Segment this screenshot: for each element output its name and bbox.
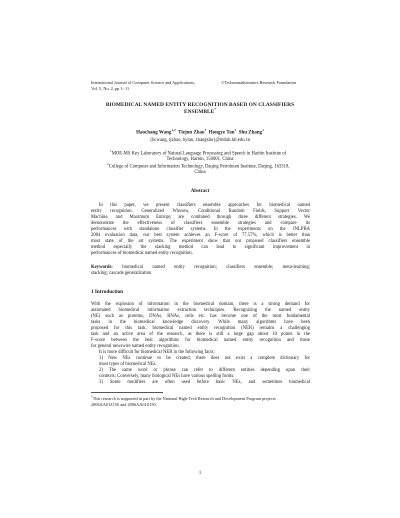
list-item: 2) The same word or phrase can refer to different entities depending upon their [99, 368, 310, 373]
list-item: 1) New NEs continue to be created, there does not exist a complete dictionary for [99, 356, 310, 361]
body-line: proposed for this task, biomedical named entity recognition (NER) remains a challenging [91, 326, 310, 331]
footnote-rule [91, 392, 163, 393]
abstract-line: In this paper, we present classifiers ensemble approaches for biomedical named [99, 203, 310, 208]
affiliation-1: $^1$MOE-MS Key Laboratory of Natural Language Processing and Speech in Harbin Institute of [110, 149, 287, 157]
keywords-label: Keywords: [91, 265, 113, 270]
footnote-cont: 2006AA01Z150 and 2006AA01Z150. [91, 402, 157, 407]
author-emails: {hcwang, tjzhao, hytan, zhangshu}@mtlab.hit.edu.cn [149, 138, 251, 143]
title-footnote-mark: * [214, 107, 217, 112]
list-item: 3) Some modifiers are often used before basic NEs, and sometimes biomedical [99, 380, 310, 385]
section-heading: 1 Introduction [91, 289, 124, 295]
keywords [91, 265, 310, 277]
abstract-line: performances with standalone classifier systems. In the experiments on the JNLPBA [91, 227, 310, 232]
affiliation-2: $^2$College of Computer and Information Technology, Daqing Petroleum Institute, Daqing, 163318, [107, 162, 290, 170]
journal-name: International Journal of Computer Science and Applications, [91, 80, 196, 85]
body-line: It is more difficult for biomedical NER in the following facts: [99, 350, 215, 355]
paper-title-line2: ENSEMBLE* [183, 107, 217, 115]
footnote: *This research is supported in part by the National High-Tech Research and Development Program projects [91, 394, 276, 401]
body-line: for general newswire named entity recognition. [91, 344, 180, 349]
body-line: (NE) such as proteins, DNAs, RNAs, cells etc. has become one of the most fundamental [91, 314, 310, 319]
affiliation-2-cont: China [194, 170, 206, 175]
keywords-line2: stacking; cascade generalization [91, 271, 152, 276]
list-item-cont: most types of biomedical NEs. [99, 362, 157, 367]
abstract-line: entity recognition. Generalized Winnow, Conditional Random Fields, Support Vector [91, 209, 310, 214]
abstract-line: Machine, and Maximum Entropy are combined through three different strategies. We [91, 215, 310, 220]
keywords-line1: Keywords: biomedical named entity recognition; classifiers ensemble; meta-learning; [91, 265, 310, 270]
journal-volume: Vol. 5, No. 2, pp 1- 11 [91, 86, 130, 91]
abstract-body [91, 203, 310, 257]
body-line: tasks in the biomedical knowledge discovery. While many algorithms have been [91, 320, 310, 325]
abstract-heading: Abstract [190, 189, 210, 194]
body-line: With the explosion of information in the biomedical domain, there is a strong demand for [91, 302, 310, 307]
abstract-line: performances of biomedical named entity recognition. [91, 251, 193, 256]
list-item-cont: contexts; Conversely, many biological NEs have various spelling forms. [99, 374, 235, 379]
body-line: F-score between the best algorithms for biomedical named entity recognition and those [91, 338, 310, 343]
author-list: Haochang Wang$^{1,2}$ Tiejun Zhao$^1$ Hongye Tan$^1$ Shu Zhang$^1$ [136, 128, 264, 136]
abstract-line: method especially the stacking method can lead to significant improvement in [91, 245, 310, 250]
copyright-notice: ©Technomathematics Research Foundation [221, 80, 297, 85]
abstract-line: demonstrate the effectiveness of classifiers ensemble strategies and compare its [91, 221, 310, 226]
body-line: automated biomedical information extraction techniques. Recognizing the named entity [91, 308, 310, 313]
abstract-line: most state of the art systems. The experiment show that our proposed classifiers ensemble [91, 239, 310, 244]
paper-title-line1: BIOMEDICAL NAMED ENTITY RECOGNITION BASED ON CLASSIFIERS [105, 102, 295, 108]
body-line: task and an active area of the research, as there is still a large gap about 10 points in the [91, 332, 310, 337]
page-number: 1 [198, 471, 202, 476]
abstract-line: 2004 evaluation data, our best system achieves an F-score of 77.57%, which is better than [91, 233, 310, 238]
affiliation-1-cont: Technology, Harbin, 150001, China [166, 157, 234, 162]
section-1-body [91, 302, 310, 386]
